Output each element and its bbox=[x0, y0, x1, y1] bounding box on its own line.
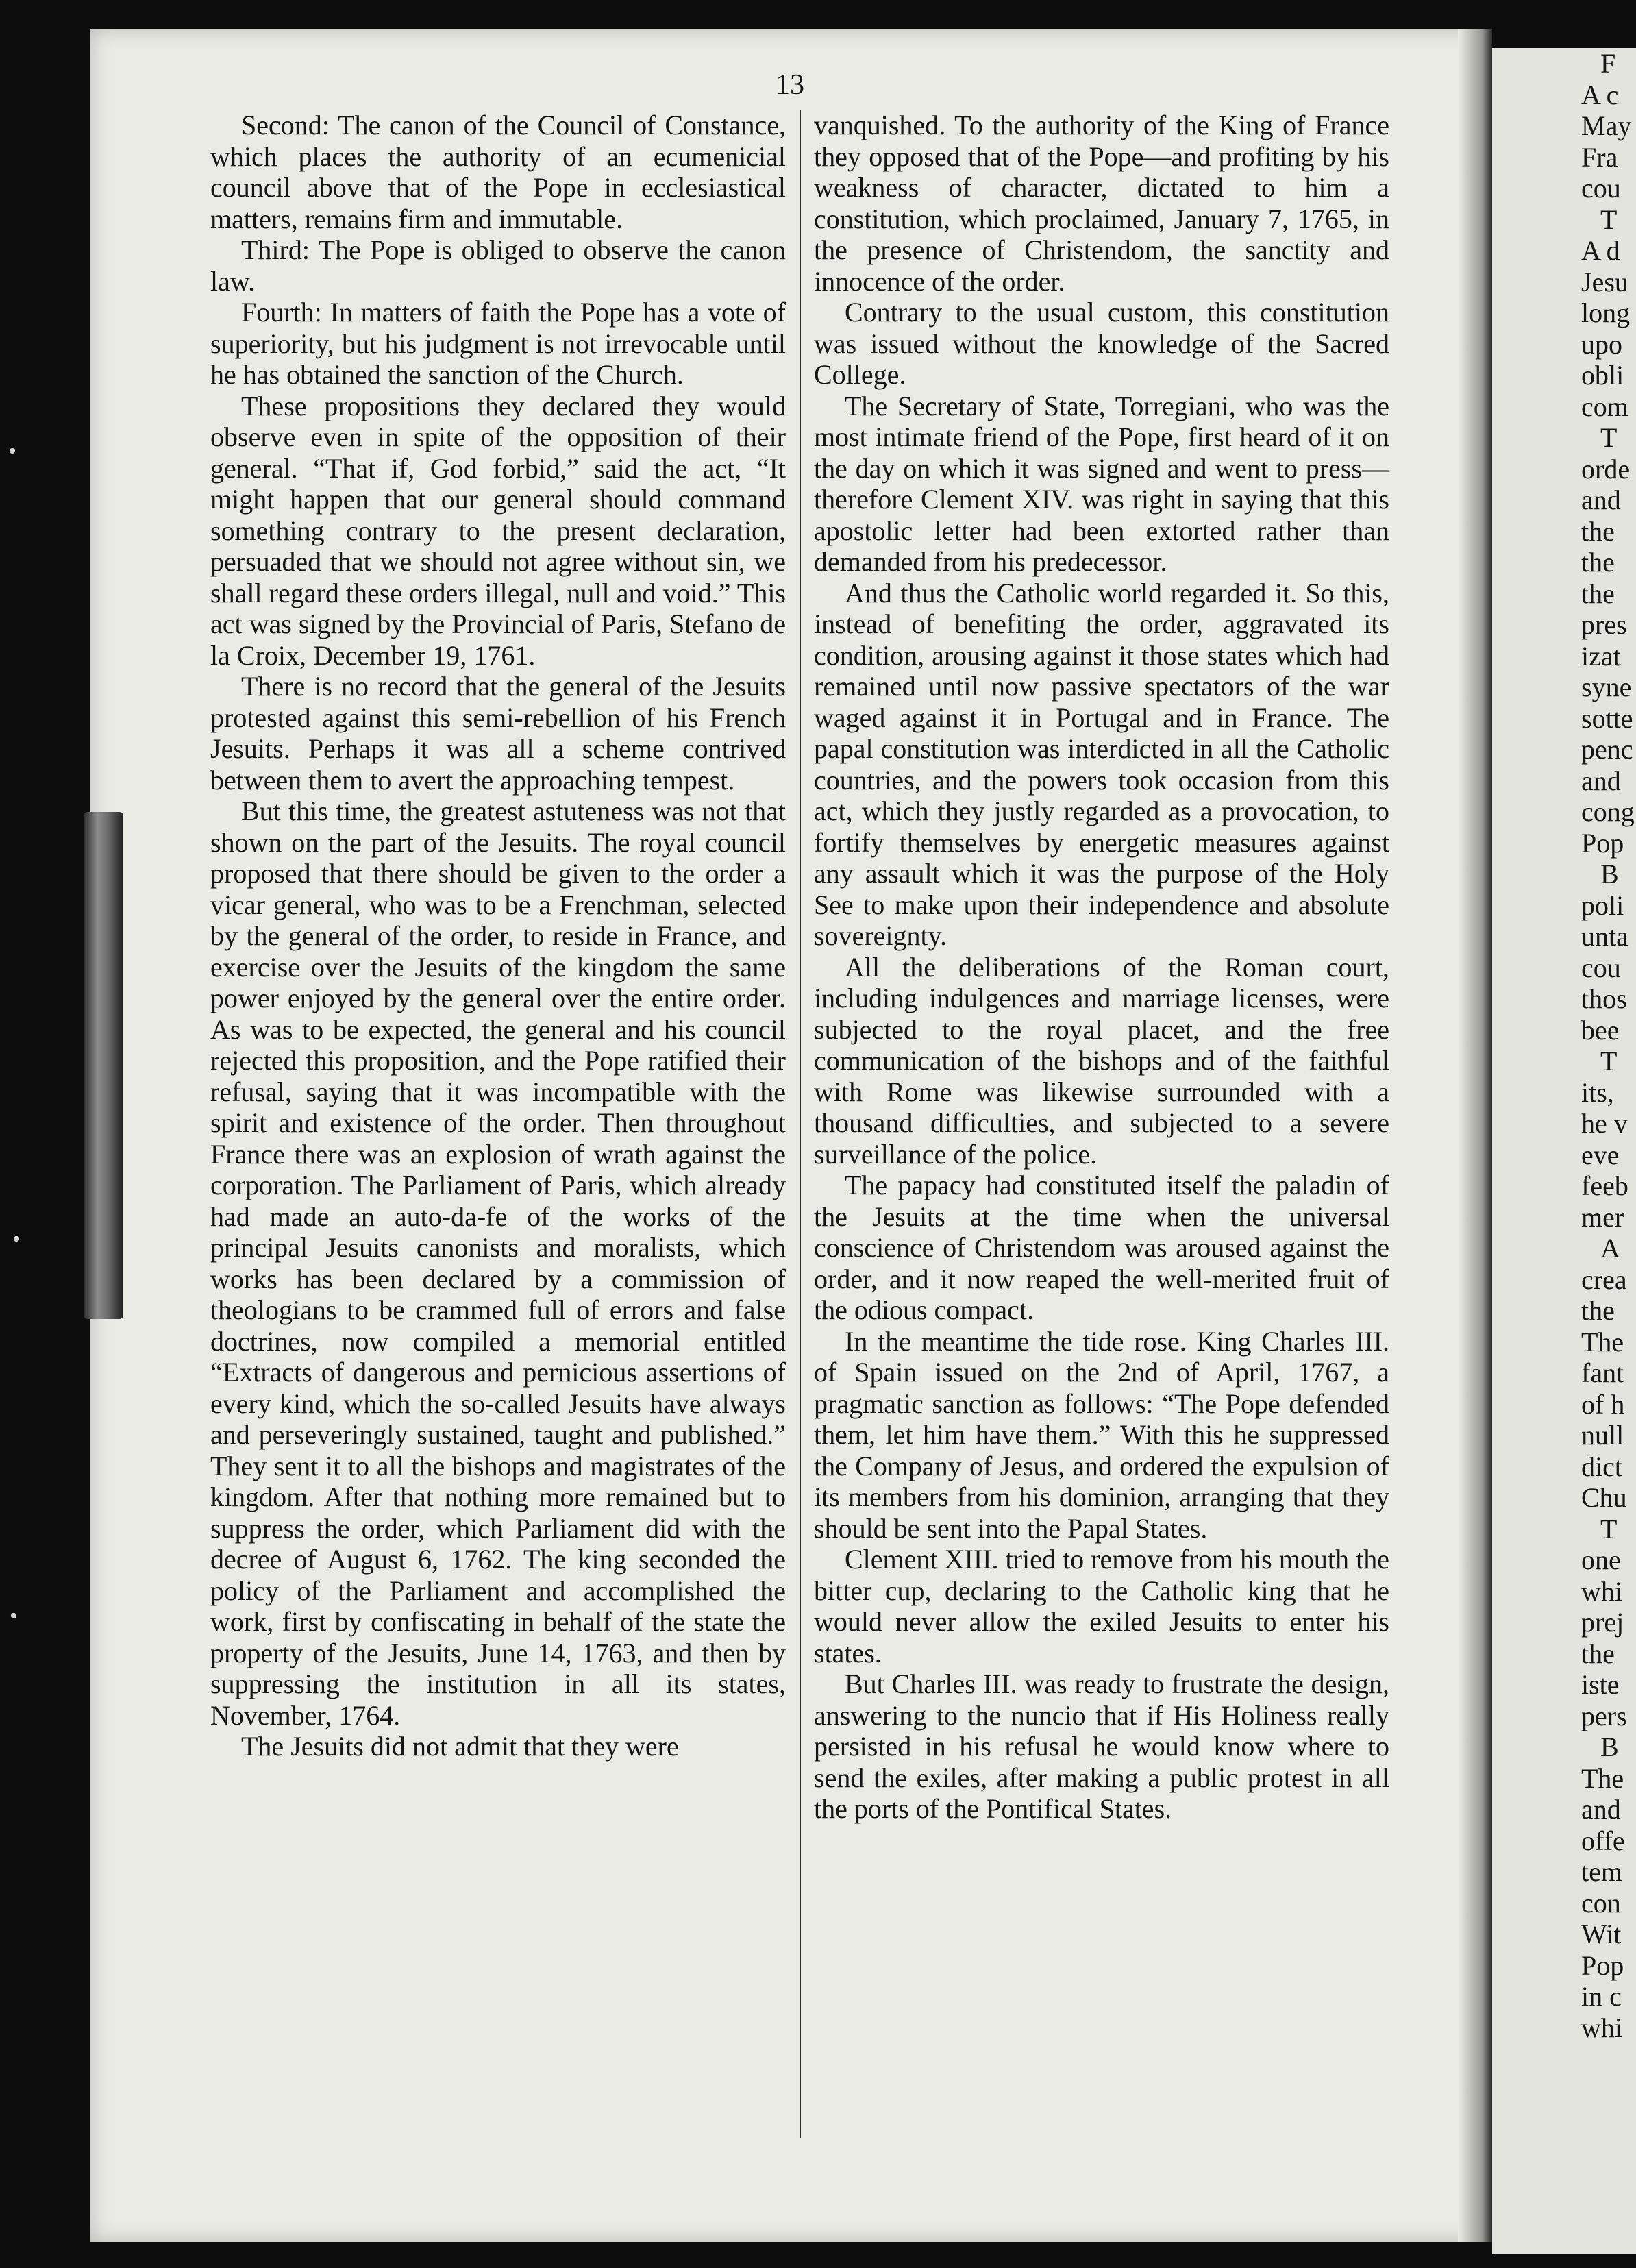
next-page-line: cou bbox=[1581, 173, 1621, 204]
next-page-line: its, bbox=[1581, 1076, 1614, 1108]
paragraph: The papacy had constituted itself the paladin of the Jesuits at the time when the universal conscience of Christendom was aroused against the order, and it now reaped the well-merited fruit of the odious compact. bbox=[814, 1170, 1389, 1325]
next-page-line: pres bbox=[1581, 609, 1627, 640]
binding-clip bbox=[84, 812, 123, 1319]
next-page-line: May bbox=[1581, 110, 1632, 141]
next-page-line: whi bbox=[1581, 2012, 1622, 2043]
next-page-line: iste bbox=[1581, 1669, 1620, 1700]
next-page-line: prej bbox=[1581, 1607, 1624, 1638]
next-page-line: B bbox=[1600, 859, 1619, 889]
next-page-line: poli bbox=[1581, 889, 1624, 921]
next-page-line: T bbox=[1600, 204, 1618, 235]
next-page-line: dict bbox=[1581, 1451, 1622, 1482]
paragraph: All the deliberations of the Roman court, including indulgences and marriage licenses, were subjected to the royal placet, and the free communication of the bishops and of the faithful with Rome was likewise surrounded with a thousand difficulties, and subjected to a severe surveillance of the police. bbox=[814, 951, 1389, 1170]
next-page-line: con bbox=[1581, 1887, 1621, 1919]
paragraph: vanquished. To the authority of the King of France they opposed that of the Pope—and profiting by his weakness of character, dictated to him a constitution, which proclaimed, January 7, 1765, in the presence of Christendom, the sanctity and innocence of the order. bbox=[814, 110, 1389, 297]
next-page-line: bee bbox=[1581, 1014, 1620, 1046]
next-page-line: Pop bbox=[1581, 1949, 1624, 1981]
paragraph: The Jesuits did not admit that they were bbox=[241, 1731, 679, 1762]
margin-mark: • bbox=[12, 1227, 21, 1252]
next-page-line: and bbox=[1581, 765, 1621, 796]
next-page-line: tem bbox=[1581, 1856, 1622, 1887]
next-page-line: A c bbox=[1581, 79, 1619, 110]
next-page-line: long bbox=[1581, 297, 1631, 328]
paragraph: Fourth: In matters of faith the Pope has a vote of superiority, but his judgment is not irrevocable until he has obtained the sanction of the Church. bbox=[210, 297, 786, 390]
page-number: 13 bbox=[776, 69, 804, 101]
paragraph: Clement XIII. tried to remove from his mouth the bitter cup, declaring to the Catholic king that he would never allow the exiled Jesuits to enter his states. bbox=[814, 1544, 1389, 1668]
next-page-line: T bbox=[1600, 1046, 1618, 1076]
next-page-line: the bbox=[1581, 578, 1615, 609]
paragraph: Contrary to the usual custom, this constitution was issued without the knowledge of the Sacred College. bbox=[814, 297, 1389, 390]
next-page-line: eve bbox=[1581, 1139, 1620, 1170]
next-page-line: of h bbox=[1581, 1388, 1625, 1420]
next-page-line: com bbox=[1581, 391, 1628, 422]
next-page-line: Wit bbox=[1581, 1919, 1622, 1949]
next-page-line: upo bbox=[1581, 328, 1622, 360]
next-page-line: Jesu bbox=[1581, 266, 1628, 297]
next-page-line: T bbox=[1600, 422, 1618, 453]
next-page-line: A bbox=[1600, 1233, 1620, 1264]
next-page-line: izat bbox=[1581, 640, 1621, 671]
next-page-line: sotte bbox=[1581, 702, 1633, 734]
next-page-line: Pop bbox=[1581, 827, 1624, 859]
next-page-line: The bbox=[1581, 1326, 1624, 1357]
next-page-line: he v bbox=[1581, 1108, 1628, 1139]
next-page-line: B bbox=[1600, 1731, 1619, 1762]
next-page-line: crea bbox=[1581, 1264, 1627, 1295]
next-page-line: T bbox=[1600, 1513, 1618, 1544]
next-page-line: cong bbox=[1581, 796, 1635, 827]
next-page-line: mer bbox=[1581, 1201, 1624, 1233]
next-page-line: Fra bbox=[1581, 141, 1618, 173]
next-page-line: feeb bbox=[1581, 1170, 1628, 1201]
next-page-line: offe bbox=[1581, 1825, 1625, 1856]
next-page-line: A d bbox=[1581, 235, 1620, 266]
next-page-line: obli bbox=[1581, 360, 1624, 391]
paragraph: There is no record that the general of the Jesuits protested against this semi-rebellion of his French Jesuits. Perhaps it was all a scheme contrived between them to avert the approaching tempest. bbox=[210, 671, 786, 796]
next-page-line: Chu bbox=[1581, 1482, 1627, 1513]
next-page-line: penc bbox=[1581, 734, 1633, 765]
next-page-line: The bbox=[1581, 1762, 1624, 1794]
paragraph: In the meantime the tide rose. King Charles III. of Spain issued on the 2nd of April, 1767, a pragmatic sanction as follows: “The Pope defended them, let him have them.” With this he suppressed the Company of Jesus, and ordered the expulsion of its members from his dominion, arranging that they should be sent into the Papal States. bbox=[814, 1325, 1389, 1544]
adjacent-page-fragment bbox=[1492, 48, 1636, 2254]
next-page-line: pers bbox=[1581, 1700, 1627, 1731]
spine-shadow bbox=[1458, 29, 1492, 2242]
right-text-column bbox=[814, 110, 1389, 1825]
next-page-line: null bbox=[1581, 1420, 1624, 1451]
left-text-column bbox=[210, 110, 786, 1762]
paragraph: But this time, the greatest astuteness was not that shown on the part of the Jesuits. The royal council proposed that there should be given to the order a vicar general, who was to be a Frenchman, selected by the general of the order, to reside in France, and exercise over the Jesuits of the kingdom the same power enjoyed by the general over the entire order. As was to be expected, the general and his council rejected this proposition, and the Pope ratified their refusal, saying that it was incompatible with the spirit and existence of the order. Then throughout France there was an explosion of wrath against the corporation. The Parliament of Paris, which already had made an auto-da-fe of the works of the principal Jesuits canonists and moralists, which works has been declared by a commission of theologians to be crammed full of errors and false doctrines, now compiled a memorial entitled “Extracts of dangerous and pernicious assertions of every kind, which the so-called Jesuits have always and perseveringly sustained, taught and published.” They sent it to all the bishops and magistrates of the kingdom. After that nothing more remained but to suppress the order, which Parliament did with the decree of August 6, 1762. The king seconded the policy of the Parliament and accomplished the work, first by confiscating in behalf of the state the property of the Jesuits, June 14, 1763, and then by suppressing the institution in all its states, November, 1764. bbox=[210, 796, 786, 1731]
next-page-line: cou bbox=[1581, 952, 1621, 983]
next-page-line: F bbox=[1600, 48, 1616, 79]
next-page-line: the bbox=[1581, 547, 1615, 578]
margin-mark: • bbox=[10, 1603, 18, 1629]
next-page-line: whi bbox=[1581, 1575, 1622, 1607]
next-page-line: fant bbox=[1581, 1357, 1624, 1388]
next-page-line: and bbox=[1581, 484, 1621, 515]
next-page-line: in c bbox=[1581, 1981, 1622, 2012]
next-page-line: the bbox=[1581, 1295, 1615, 1326]
next-page-line: thos bbox=[1581, 983, 1627, 1014]
column-divider bbox=[800, 110, 801, 2138]
next-page-line: the bbox=[1581, 515, 1615, 547]
paragraph: And thus the Catholic world regarded it. So this, instead of benefiting the order, aggravated its condition, arousing against it those states which had remained until now passive spectators of the war waged against it in Portugal and in France. The papal constitution was interdicted in all the Catholic countries, and the powers took occasion from this act, which they justly regarded as a provocation, to fortify themselves by energetic measures against any assault which it was the purpose of the Holy See to make upon their independence and absolute sovereignty. bbox=[814, 577, 1389, 951]
paragraph: The Secretary of State, Torregiani, who was the most intimate friend of the Pope, first heard of it on the day on which it was signed and went to press—therefore Clement XIV. was right in saying that this apostolic letter had been extorted rather than demanded from his predecessor. bbox=[814, 390, 1389, 577]
next-page-line: orde bbox=[1581, 453, 1631, 484]
margin-mark: • bbox=[8, 439, 16, 464]
paragraph: Second: The canon of the Council of Constance, which places the authority of an ecumenicial council above that of the Pope in ecclesiastical matters, remains firm and immutable. bbox=[210, 110, 786, 234]
next-page-line: the bbox=[1581, 1638, 1615, 1669]
next-page-line: and bbox=[1581, 1794, 1621, 1825]
paragraph: Third: The Pope is obliged to observe the canon law. bbox=[210, 234, 786, 297]
next-page-line: syne bbox=[1581, 671, 1632, 702]
next-page-line: one bbox=[1581, 1544, 1621, 1575]
paragraph: These propositions they declared they would observe even in spite of the opposition of their general. “That if, God forbid,” said the act, “It might happen that our general should command something contrary to the present declaration, persuaded that we should not agree without sin, we shall regard these orders illegal, null and void.” This act was signed by the Provincial of Paris, Stefano de la Croix, December 19, 1761. bbox=[210, 390, 786, 671]
paragraph: But Charles III. was ready to frustrate the design, answering to the nuncio that if His Holiness really persisted in his refusal he would know where to send the exiles, after making a public protest in all the ports of the Pontifical States. bbox=[814, 1668, 1389, 1824]
next-page-line: unta bbox=[1581, 921, 1628, 952]
